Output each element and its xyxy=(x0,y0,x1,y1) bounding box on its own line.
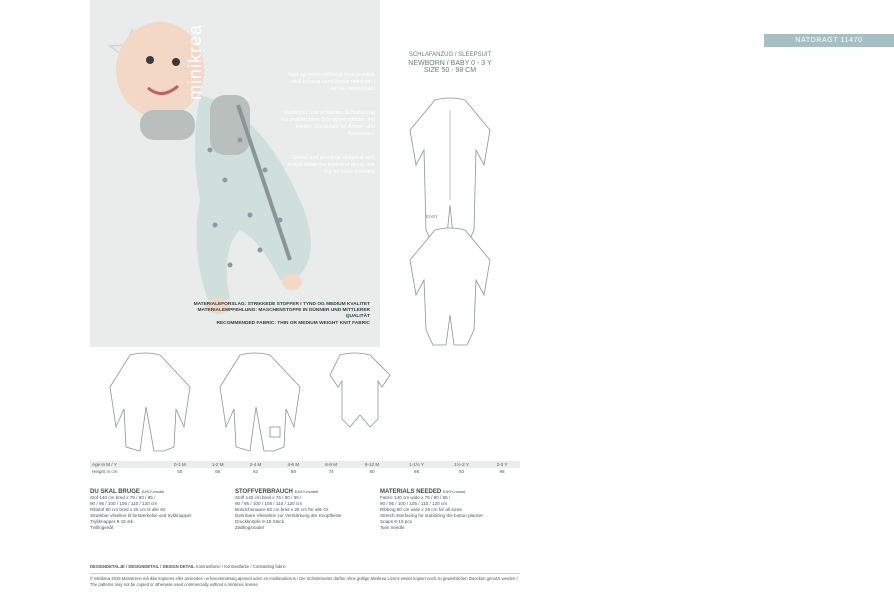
title-line-3: SIZE 50 - 98 CM xyxy=(423,67,477,74)
materials-suffix: EASY-modell xyxy=(294,489,318,494)
description-english: Sweet and practical sleepsuit with snaps down the front and along one leg for easy dressing xyxy=(287,155,375,175)
size-row-height xyxy=(90,468,520,475)
age-label: Age in M / Y xyxy=(90,461,161,468)
header-panel xyxy=(380,0,863,348)
height-cell: 68 xyxy=(290,469,296,474)
material-line: Bündchenware 80 cm breit x 25 cm für alle Gr. xyxy=(235,507,330,512)
description-german: Niedlicher und schlichter Schlafanzug mit praktischem Schrägverschluss und breiten Bündchen an Ärmel- und Beinkanten xyxy=(280,110,375,137)
material-line: 90 / 95 / 100 / 105 / 110 / 120 cm xyxy=(380,501,448,506)
age-cell: 2-4 M xyxy=(237,461,275,468)
brand-vertical: minikrea xyxy=(185,23,205,100)
description-danish: Sød og enkel natdragt med praktisk skrå lukning samt brede ribkanter i ærme- og benkant xyxy=(288,72,375,92)
age-cell: 2-3 Y xyxy=(484,461,520,468)
material-line: Trykknapper 8-15 stk. xyxy=(90,519,135,524)
material-line: Druckknöpfe 8-15 Stück xyxy=(235,519,285,524)
materials-suffix: EASY-model xyxy=(141,489,165,494)
height-cell: 50 xyxy=(177,469,183,474)
material-line: Strækbar vliseline til forstærkelse ved trykknapper xyxy=(90,513,192,518)
materials-suffix: EASY-model xyxy=(442,489,466,494)
material-line: Twin needle xyxy=(380,525,405,530)
materials-english xyxy=(380,489,515,531)
drawing-long-sleeve xyxy=(110,353,190,451)
size-table xyxy=(90,461,520,475)
fabric-rec-english: RECOMMENDED FABRIC: THIN OR MEDIUM WEIGHT KNIT FABRIC xyxy=(216,320,370,326)
copyright-footer: © Minikrea 2018 Mønstrene må ikke kopieres eller anvendes i erhvervsmæssig øjemed uden en minikrealicens / Die Schnittmuster dürfen ohne gültige Minikrea Lizenz weder kopiert noch zu gewerblichen Zwecken genutzt werden / The patterns may not be copied or otherwise used commercially without a minikrea license xyxy=(90,573,520,587)
materials-title: MATERIALS NEEDED xyxy=(380,489,442,495)
size-row-age xyxy=(90,461,520,468)
height-cell: 86 xyxy=(414,469,420,474)
material-line: Stof 140 cm bred x 75 / 80 / 85 / xyxy=(90,495,156,500)
easy-label: EASY xyxy=(426,214,439,219)
design-detail-row xyxy=(90,564,520,569)
baby-photo xyxy=(90,0,380,348)
material-line: Ribstof 80 cm bred x 25 cm til alle str. xyxy=(90,507,167,512)
fabric-rec-german: MATERIALEMPFEHLUNG: MASCHENSTOFFE IN DÜNNER UND MITTLERER QUALITÄT xyxy=(197,308,370,320)
height-cell: 74 xyxy=(328,469,334,474)
materials-german xyxy=(235,489,370,531)
age-cell: 4-6 M xyxy=(274,461,312,468)
material-line: Snaps 8-15 pcs xyxy=(380,519,412,524)
height-label: Height in cm xyxy=(92,469,118,474)
height-cell: 62 xyxy=(252,469,259,474)
height-cell: 80 xyxy=(369,469,375,474)
materials-title: STOFFVERBRAUCH xyxy=(235,489,293,495)
material-line: Stretch interfacing for stabilizing the button placket xyxy=(380,513,483,518)
age-cell: 6-9 M xyxy=(312,461,350,468)
design-detail-label: DESIGNDETALJE / DESIGNDETAIL / DESIGN DETAIL xyxy=(90,564,195,569)
title-line-1: SCHLAFANZUG / SLEEPSUIT xyxy=(408,52,492,58)
drawing-short-romper xyxy=(330,353,390,427)
height-cell: 92 xyxy=(459,469,465,474)
material-line: Dehnbare Vlieseline zur Verstärkung der Knopfleiste xyxy=(235,513,342,518)
materials-section xyxy=(90,489,520,569)
materials-title: DU SKAL BRUGE xyxy=(90,489,140,495)
title-line-2: NEWBORN / BABY 0 - 3 Y xyxy=(408,59,492,67)
age-cell: 9-12 M xyxy=(350,461,394,468)
age-cell: 0-1 M xyxy=(161,461,199,468)
height-cell: 98 xyxy=(499,469,505,474)
age-cell: 1½-2 Y xyxy=(439,461,484,468)
fabric-rec-danish: MATERIALEFORSLAG: STRIKKEDE STOFFER I TYND OG MEDIUM KVALITET xyxy=(193,302,370,307)
material-line: 90 / 95 / 100 / 105 / 110 / 120 cm xyxy=(90,501,158,506)
material-line: Fabric 140 cm wide x 75 / 80 / 85 / xyxy=(380,495,451,500)
material-line: 90 / 95 / 100 / 105 / 110 / 120 cm xyxy=(235,501,303,506)
drawing-with-pocket xyxy=(220,353,300,451)
technical-drawings-strip xyxy=(90,347,520,455)
material-line: Ribbing 80 cm wide x 25 cm for all sizes xyxy=(380,507,462,512)
age-cell: 1-2 M xyxy=(199,461,237,468)
material-line: Zwillingsnadel xyxy=(235,525,264,530)
contrast-label: Kontrastfarve / Kontrastfarbe / Contrasting fabric xyxy=(195,564,286,569)
pattern-number-tag: NATDRAGT 11470 xyxy=(764,34,894,47)
material-line: Stoff 140 cm breit x 75 / 80 / 85 / xyxy=(235,495,302,500)
height-cell: 56 xyxy=(215,469,221,474)
materials-danish xyxy=(90,489,225,531)
age-cell: 1-1½ Y xyxy=(394,461,439,468)
material-line: Tvillingenål xyxy=(90,525,113,530)
